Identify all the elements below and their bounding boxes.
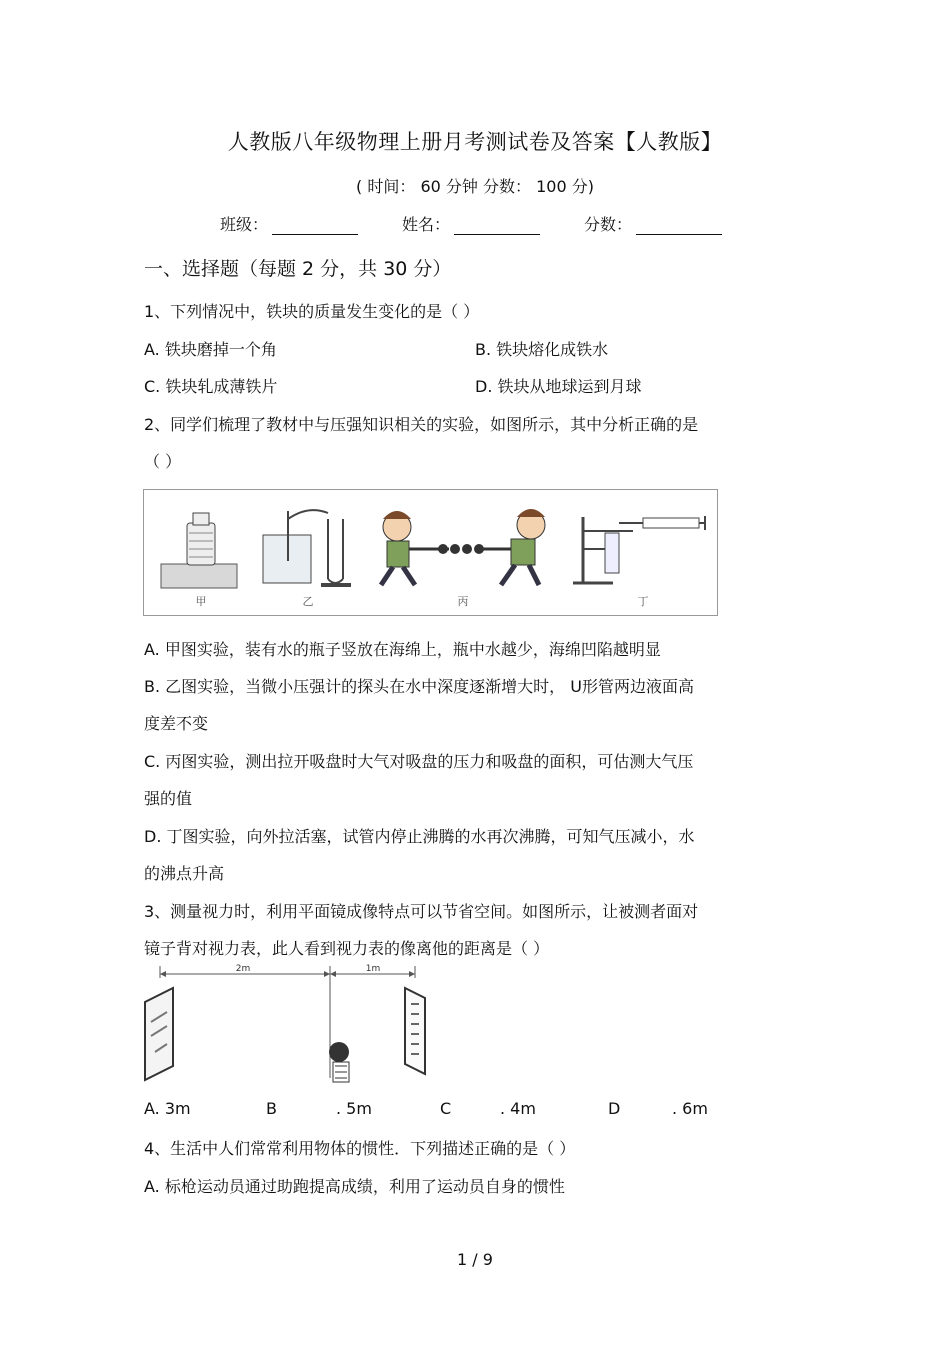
question-4-stem: 4、生活中人们常常利用物体的惯性．下列描述正确的是（ ） [144,1139,576,1158]
document-title: 人教版八年级物理上册月考测试卷及答案【人教版】 [227,130,723,154]
question-3-option-c-value: . 4m [500,1099,536,1118]
question-3-stem: 3、测量视力时，利用平面镜成像特点可以节省空间。如图所示，让被测者面对 [144,902,699,921]
dimension-2m: 2m [235,964,251,974]
score-label: 分数： [584,215,633,234]
name-label: 姓名： [402,215,451,234]
name-blank [454,218,540,235]
question-2-option-b-cont: 度差不变 [144,714,209,733]
dimension-1m: 1m [365,964,381,974]
class-label: 班级： [220,215,269,234]
question-3-option-a: A. 3m [144,1099,191,1118]
figure-label-jia: 甲 [195,595,207,608]
question-3-option-c-letter: C [440,1099,452,1118]
question-1-stem: 1、下列情况中，铁块的质量发生变化的是（ ） [144,302,480,321]
figure-label-ding: 丁 [637,595,649,608]
person-illustration [329,1042,349,1082]
figure-label-bing: 丙 [457,595,469,608]
question-4-option-a: A. 标枪运动员通过助跑提高成绩，利用了运动员自身的惯性 [144,1177,565,1196]
question-3-figure [143,962,433,1086]
eye-chart-illustration [405,988,425,1074]
question-1-option-b: B. 铁块熔化成铁水 [475,340,609,359]
question-3-option-d-value: . 6m [672,1099,708,1118]
figure-label-yi: 乙 [302,595,314,608]
question-2-option-a: A. 甲图实验，装有水的瓶子竖放在海绵上，瓶中水越少，海绵凹陷越明显 [144,640,661,659]
question-3-option-b-letter: B [266,1099,277,1118]
question-2-option-c: C. 丙图实验，测出拉开吸盘时大气对吸盘的压力和吸盘的面积，可估测大气压 [144,752,694,771]
question-2-figure [143,489,719,617]
question-2-stem-paren: （ ） [144,452,182,471]
score-blank [636,218,722,235]
score-field [584,212,722,235]
question-3-stem-cont: 镜子背对视力表，此人看到视力表的像离他的距离是（ ） [144,939,550,958]
question-1-option-a: A. 铁块磨掉一个角 [144,340,277,359]
name-field [402,212,540,235]
page-number: 1 / 9 [457,1250,493,1269]
question-2-stem: 2、同学们梳理了教材中与压强知识相关的实验，如图所示，其中分析正确的是 [144,415,699,434]
question-2-option-d-cont: 的沸点升高 [144,864,225,883]
question-2-option-c-cont: 强的值 [144,789,193,808]
question-1-option-d: D. 铁块从地球运到月球 [475,377,642,396]
section-heading: 一、选择题（每题 2 分，共 30 分） [144,258,452,280]
question-1-option-c: C. 铁块轧成薄铁片 [144,377,278,396]
mirror-illustration [145,988,173,1080]
question-3-option-d-letter: D [608,1099,621,1118]
exam-time-score: ( 时间： 60 分钟 分数： 100 分) [356,177,594,196]
class-field [220,212,358,235]
question-2-option-b: B. 乙图实验，当微小压强计的探头在水中深度逐渐增大时， U形管两边液面高 [144,677,694,696]
question-2-option-d: D. 丁图实验，向外拉活塞，试管内停止沸腾的水再次沸腾，可知气压减小，水 [144,827,695,846]
class-blank [272,218,358,235]
question-3-option-b-value: . 5m [336,1099,372,1118]
